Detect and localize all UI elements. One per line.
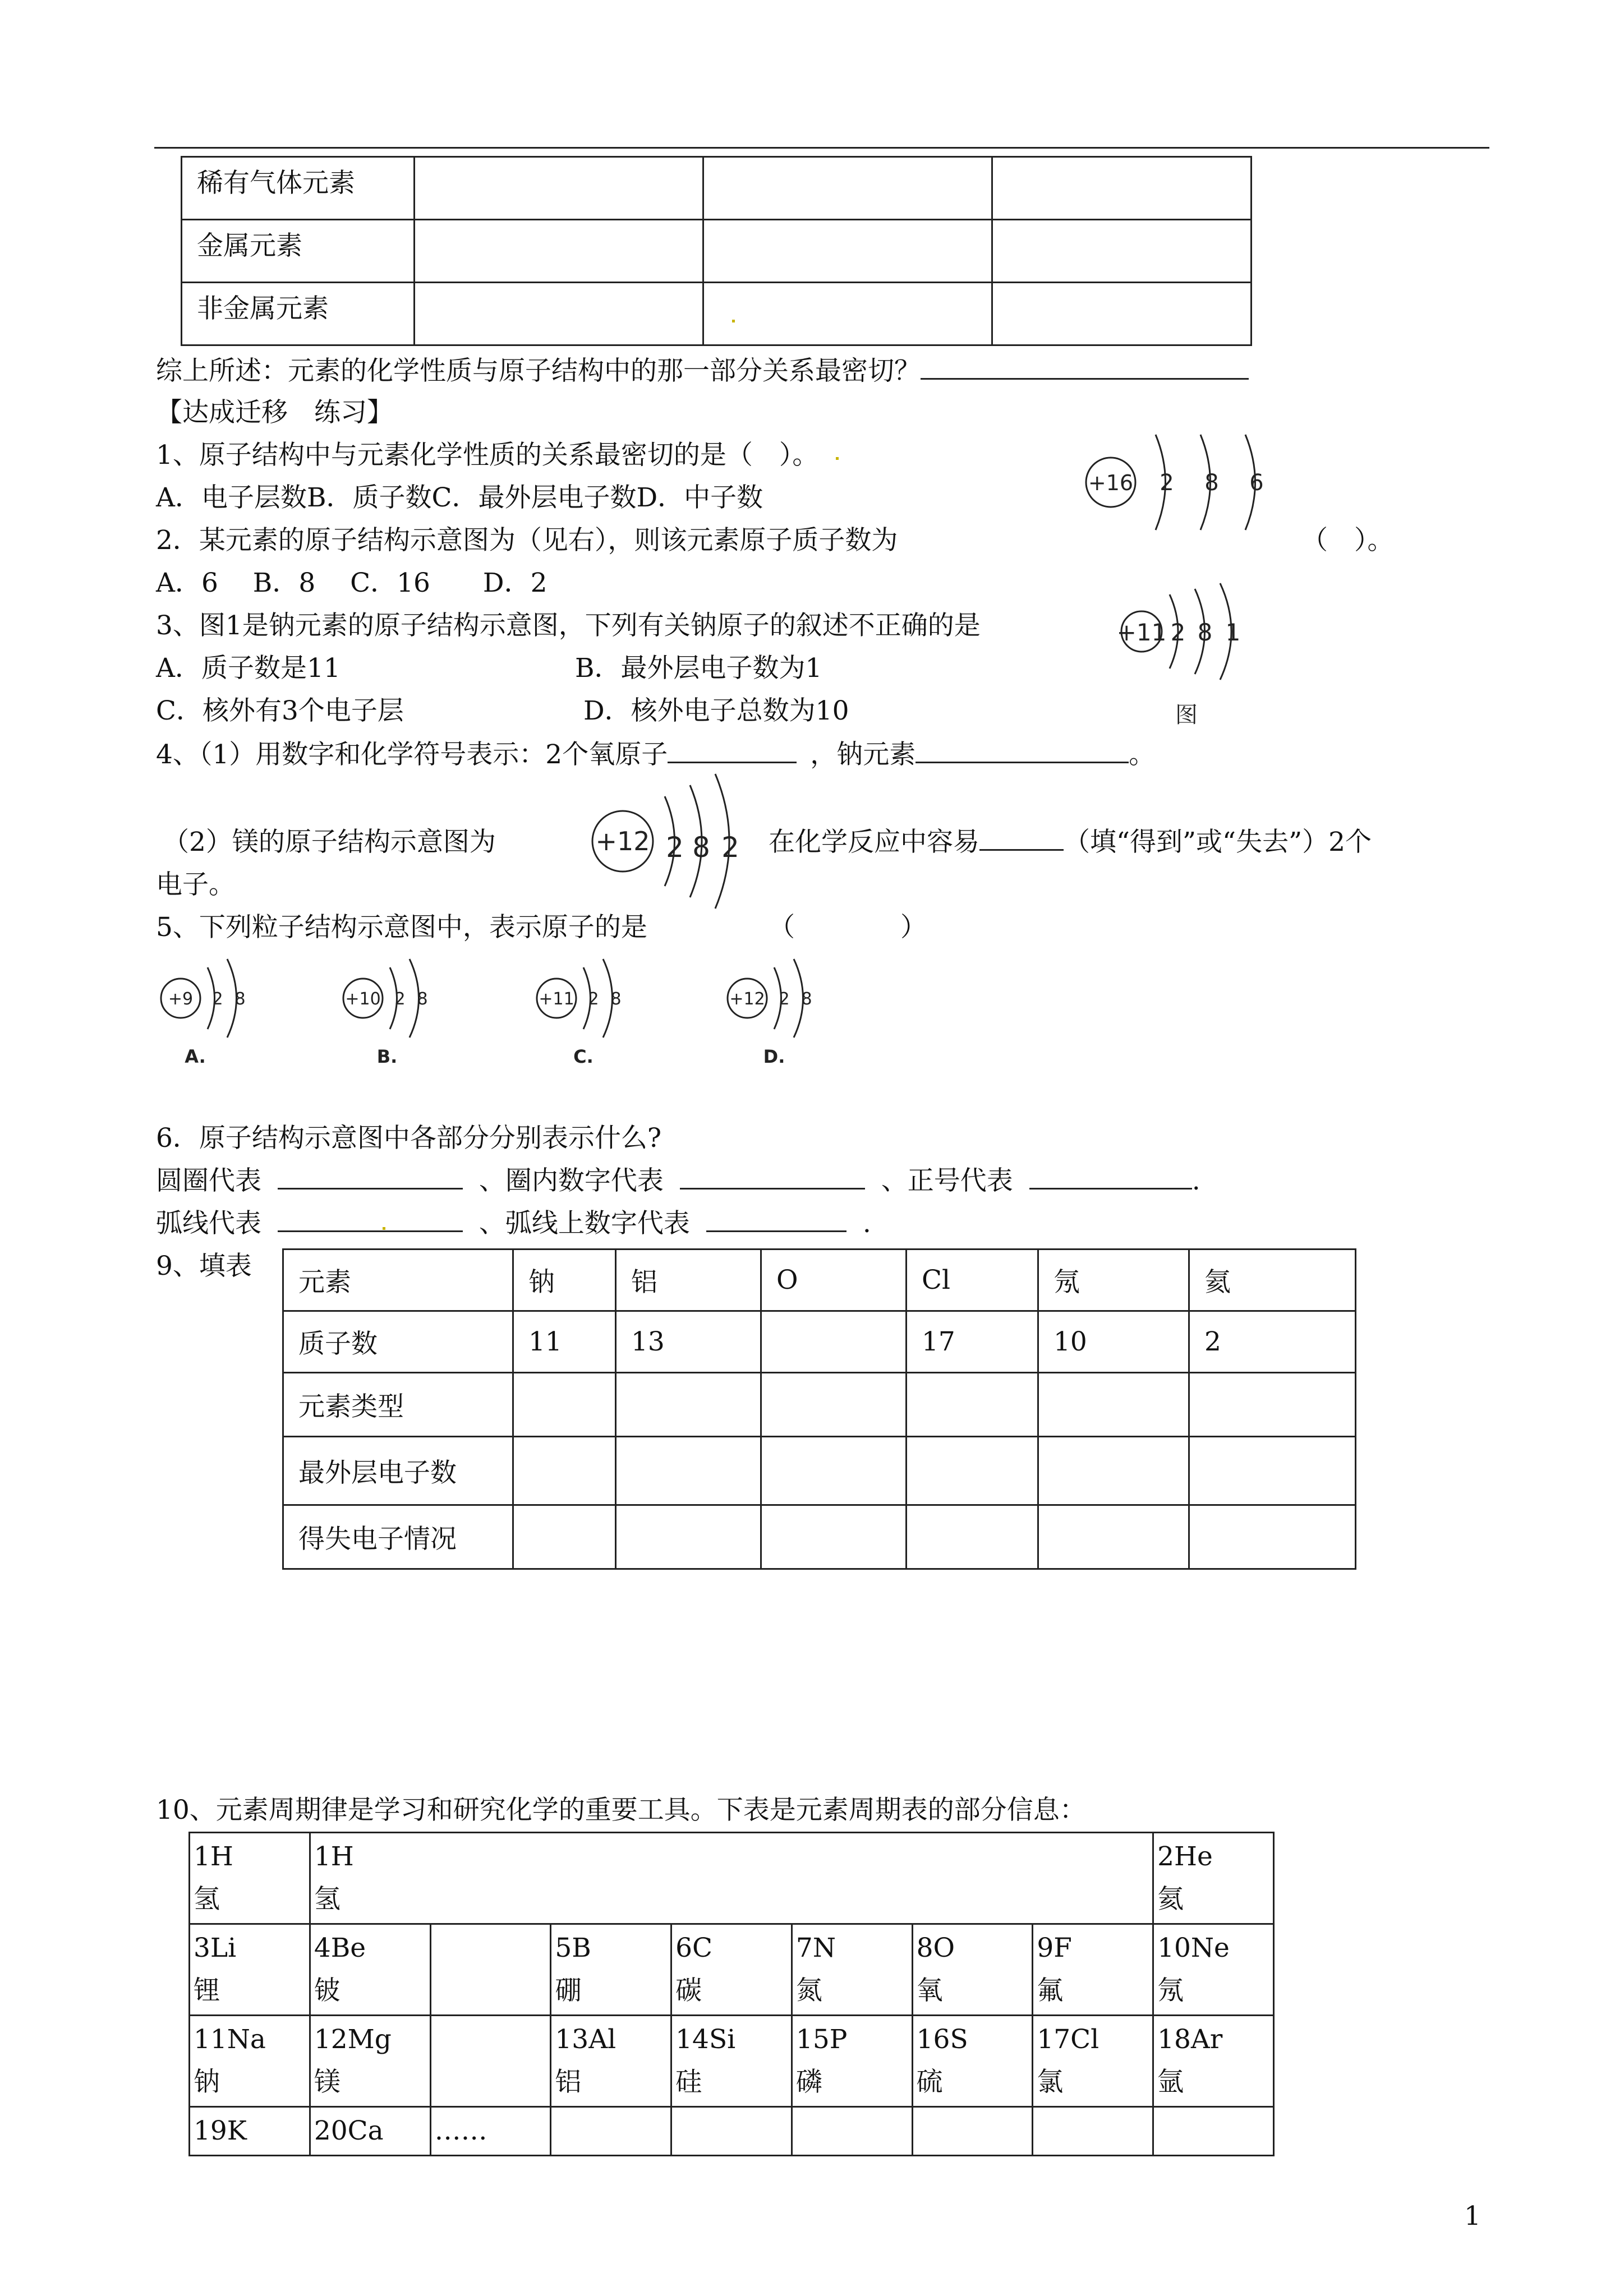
element-cell <box>1153 1924 1274 2016</box>
element-cell <box>1033 2107 1153 2156</box>
atom-diagram-na <box>1116 578 1262 729</box>
q5-option-b <box>343 959 428 1067</box>
nucleus-number: +11 <box>1116 619 1167 646</box>
q9-cell[interactable] <box>616 1505 761 1569</box>
table1-cell[interactable] <box>992 283 1252 345</box>
q9-header-cell: 氖 <box>1038 1250 1189 1311</box>
q9-cell[interactable] <box>513 1373 616 1437</box>
q9-cell[interactable] <box>761 1505 907 1569</box>
element-cell <box>1033 2016 1153 2107</box>
nucleus-number: +10 <box>345 989 381 1009</box>
element-symbol: 1H <box>194 1841 233 1872</box>
element-symbol: 10Ne <box>1157 1933 1230 1963</box>
q9-cell[interactable] <box>907 1437 1038 1505</box>
element-name: 硼 <box>555 1975 582 2006</box>
element-symbol: 16S <box>916 2024 968 2055</box>
element-cell <box>792 2107 912 2156</box>
q4-part2-text-b: 在化学反应中容易 <box>769 827 979 857</box>
q5-option-c <box>537 959 622 1067</box>
q3-stem: 3、图1是钠元素的原子结构示意图，下列有关钠原子的叙述不正确的是 <box>156 610 981 641</box>
q9-row-label: 得失电子情况 <box>283 1505 513 1569</box>
q1-stem: 1、原子结构中与元素化学性质的关系最密切的是（ ）。 <box>156 440 819 471</box>
element-cell <box>551 2016 671 2107</box>
q6-circle-label: 圆圈代表 <box>156 1165 261 1196</box>
table1-label: 稀有气体元素 <box>182 157 415 220</box>
element-name: 氯 <box>1037 2067 1064 2097</box>
q9-cell: 17 <box>907 1311 1038 1373</box>
element-name: 硅 <box>675 2067 702 2097</box>
element-name: 氩 <box>1157 2067 1184 2097</box>
element-name: 氢 <box>194 1884 220 1915</box>
q9-cell[interactable] <box>616 1437 761 1505</box>
q9-header-cell: 氦 <box>1189 1250 1356 1311</box>
q6-line1 <box>156 1163 1200 1199</box>
element-cell <box>792 2016 912 2107</box>
option-label: D. <box>763 1046 785 1067</box>
element-symbol: 18Ar <box>1157 2024 1223 2055</box>
element-name: 氦 <box>1157 1884 1184 1915</box>
element-cell <box>310 1833 1153 1924</box>
shell-count: 2 <box>721 831 739 864</box>
table1-cell[interactable] <box>415 283 703 345</box>
q9-cell[interactable] <box>907 1505 1038 1569</box>
element-symbol: 13Al <box>555 2024 617 2055</box>
q6-inner-number-label: 、圈内数字代表 <box>479 1165 664 1196</box>
nucleus-number: +16 <box>1088 471 1134 495</box>
element-cell <box>430 2016 551 2107</box>
q9-cell[interactable] <box>1038 1373 1189 1437</box>
q9-header-cell: 钠 <box>513 1250 616 1311</box>
element-name: 氢 <box>314 1884 341 1915</box>
nucleus-number: +11 <box>539 989 574 1009</box>
element-name: 氧 <box>916 1975 943 2006</box>
q6-arc-number-label: 、弧线上数字代表 <box>479 1208 690 1239</box>
q9-cell[interactable] <box>907 1373 1038 1437</box>
table1-label: 非金属元素 <box>182 283 415 345</box>
option-label: B. <box>376 1046 398 1067</box>
shell-count: 2 <box>394 989 406 1009</box>
option-label: C. <box>573 1046 594 1067</box>
element-cell <box>310 2016 430 2107</box>
q9-cell[interactable] <box>513 1437 616 1505</box>
element-cell <box>912 2016 1033 2107</box>
q9-cell: 10 <box>1038 1311 1189 1373</box>
atom-diagram-s <box>1080 426 1282 538</box>
q9-cell[interactable] <box>1189 1437 1356 1505</box>
element-cell: 19K <box>190 2107 310 2156</box>
element-symbol: 4Be <box>314 1933 366 1963</box>
speck <box>383 1227 385 1230</box>
nucleus-number: +12 <box>595 826 650 856</box>
gain-lose-blank[interactable] <box>979 827 1064 851</box>
option-label: A. <box>185 1046 206 1067</box>
element-name: 铍 <box>314 1975 341 2006</box>
element-cell: …… <box>430 2107 551 2156</box>
element-name: 钠 <box>194 2067 220 2097</box>
q4-part2-text-a: （2）镁的原子结构示意图为 <box>163 827 496 857</box>
element-symbol: 3Li <box>194 1933 237 1963</box>
q4-part1-text-a: 4、（1）用数字和化学符号表示：2个氧原子 <box>156 739 668 770</box>
arc-number-blank[interactable] <box>706 1208 846 1232</box>
element-symbol: 9F <box>1037 1933 1072 1963</box>
inner-number-blank[interactable] <box>680 1165 865 1190</box>
element-cell <box>671 1924 792 2016</box>
element-cell <box>671 2107 792 2156</box>
element-cell <box>551 1924 671 2016</box>
table1-cell[interactable] <box>703 220 992 283</box>
table1-cell[interactable] <box>992 220 1252 283</box>
q9-header-cell: 元素 <box>283 1250 513 1311</box>
element-cell <box>1153 1833 1274 1924</box>
element-symbol: 7N <box>795 1933 836 1963</box>
shell-count: 2 <box>779 989 790 1009</box>
element-cell <box>430 1924 551 2016</box>
summary-line <box>156 353 1249 389</box>
sodium-element-blank[interactable] <box>915 739 1129 763</box>
element-symbol: 1H <box>314 1841 354 1872</box>
summary-text: 综上所述：元素的化学性质与原子结构中的那一部分关系最密切？ <box>156 356 921 386</box>
element-name: 镁 <box>314 2067 341 2097</box>
q9-row-label: 最外层电子数 <box>283 1437 513 1505</box>
q9-cell[interactable] <box>616 1373 761 1437</box>
element-name: 磷 <box>795 2067 822 2097</box>
q9-cell[interactable] <box>761 1437 907 1505</box>
q6-stem: 6．原子结构示意图中各部分分别表示什么? <box>156 1123 662 1154</box>
q6-plus-sign-label: 、正号代表 <box>881 1165 1013 1196</box>
q9-header-cell: Cl <box>907 1250 1038 1311</box>
q9-cell[interactable] <box>761 1373 907 1437</box>
element-cell <box>190 1924 310 2016</box>
element-symbol: 14Si <box>675 2024 736 2055</box>
shell-count: 8 <box>1204 470 1219 496</box>
speck <box>732 320 735 322</box>
element-name: 氟 <box>1037 1975 1064 2006</box>
q2-stem: 2．某元素的原子结构示意图为（见右），则该元素原子质子数为 <box>156 525 898 556</box>
element-cell <box>1153 2016 1274 2107</box>
arc-meaning-blank[interactable] <box>278 1208 463 1232</box>
nucleus-number: +9 <box>168 989 194 1009</box>
q5-option-a <box>161 959 246 1067</box>
shell-count: 8 <box>801 989 812 1009</box>
q9-cell[interactable] <box>1038 1437 1189 1505</box>
q3-option-c: C．核外有3个电子层 <box>156 695 404 726</box>
element-name: 铝 <box>555 2067 582 2097</box>
element-cell <box>190 2016 310 2107</box>
element-name: 氖 <box>1157 1975 1184 2006</box>
speck <box>836 457 839 460</box>
element-symbol: 8O <box>916 1933 955 1963</box>
table1-label: 金属元素 <box>182 220 415 283</box>
figure-caption: 图 <box>1175 702 1198 728</box>
element-symbol: 15P <box>795 2024 848 2055</box>
element-cell <box>190 1833 310 1924</box>
element-cell <box>1153 2107 1274 2156</box>
q9-row-label: 元素类型 <box>283 1373 513 1437</box>
section-title: 【达成迁移 练习】 <box>156 397 393 428</box>
q5-option-d <box>728 959 812 1067</box>
element-symbol: 6C <box>675 1933 713 1963</box>
element-cell <box>792 1924 912 2016</box>
element-symbol: 5B <box>555 1933 591 1963</box>
element-symbol: 17Cl <box>1037 2024 1099 2055</box>
q10-stem: 10、元素周期律是学习和研究化学的重要工具。下表是元素周期表的部分信息： <box>156 1795 1086 1825</box>
element-symbol: 12Mg <box>314 2024 392 2055</box>
summary-blank[interactable] <box>921 356 1249 380</box>
shell-count: 2 <box>1170 619 1186 646</box>
table1-cell[interactable] <box>703 157 992 220</box>
q4-part1-text-b: ，钠元素 <box>810 739 916 770</box>
element-cell <box>1033 1924 1153 2016</box>
q4-part2-text-d: 电子。 <box>156 869 235 900</box>
element-cell: 20Ca <box>310 2107 430 2156</box>
atom-diagram-mg <box>583 757 752 925</box>
q6-line2-end: . <box>862 1208 871 1239</box>
plus-sign-blank[interactable] <box>1029 1165 1192 1190</box>
q9-cell: 13 <box>616 1311 761 1373</box>
q9-stem: 9、填表 <box>156 1251 252 1281</box>
shell-count: 6 <box>1249 470 1264 496</box>
element-cell <box>912 2107 1033 2156</box>
element-name: 氮 <box>795 1975 822 2006</box>
q6-arc-label: 弧线代表 <box>156 1208 261 1239</box>
element-symbol: 11Na <box>194 2024 266 2055</box>
q9-cell[interactable] <box>513 1505 616 1569</box>
shell-count: 2 <box>1160 470 1174 496</box>
q3-option-d: D．核外电子总数为10 <box>583 695 849 726</box>
element-name: 硫 <box>916 2067 943 2097</box>
table1-cell[interactable] <box>703 283 992 345</box>
circle-meaning-blank[interactable] <box>278 1165 463 1190</box>
element-cell <box>310 1924 430 2016</box>
shell-count: 8 <box>1197 619 1213 646</box>
q2-paren: （ ）。 <box>1301 525 1394 556</box>
element-cell <box>551 2107 671 2156</box>
element-class-table <box>181 156 1252 346</box>
element-name: 锂 <box>194 1975 220 2006</box>
q4-part1-text-c: 。 <box>1129 739 1156 770</box>
q1-options: A．电子层数B．质子数C．最外层电子数D．中子数 <box>156 482 763 513</box>
element-cell <box>912 1924 1033 2016</box>
q2-options: A．6 B．8 C．16 D．2 <box>156 568 548 598</box>
q9-cell[interactable] <box>761 1311 907 1373</box>
q9-cell: 2 <box>1189 1311 1356 1373</box>
shell-count: 2 <box>588 989 599 1009</box>
shell-count: 8 <box>417 989 428 1009</box>
q9-cell: 11 <box>513 1311 616 1373</box>
q3-option-a: A．质子数是11 <box>156 653 341 684</box>
nucleus-number: +12 <box>729 989 765 1009</box>
q5-stem: 5、下列粒子结构示意图中，表示原子的是 <box>156 912 647 943</box>
fill-in-table <box>282 1248 1356 1570</box>
table1-cell[interactable] <box>415 157 703 220</box>
q3-option-b: B．最外层电子数为1 <box>575 653 822 684</box>
q9-cell[interactable] <box>1189 1373 1356 1437</box>
q4-part2 <box>769 824 1372 860</box>
shell-count: 2 <box>212 989 223 1009</box>
q9-cell[interactable] <box>1038 1505 1189 1569</box>
page-number: 1 <box>1464 2201 1481 2232</box>
q6-line2 <box>156 1206 871 1242</box>
element-cell <box>671 2016 792 2107</box>
shell-count: 1 <box>1225 619 1241 646</box>
header-rule <box>154 147 1489 149</box>
shell-count: 8 <box>610 989 622 1009</box>
shell-count: 8 <box>234 989 246 1009</box>
shell-count: 2 <box>666 831 684 864</box>
table1-cell[interactable] <box>415 220 703 283</box>
q5-paren: （ ） <box>769 912 927 943</box>
q4-part2-text-c: （填“得到”或“失去”）2个 <box>1064 827 1372 857</box>
element-name: 碳 <box>675 1975 702 2006</box>
q9-header-cell: O <box>761 1250 907 1311</box>
q6-line1-end: . <box>1191 1165 1200 1196</box>
table1-cell[interactable] <box>992 157 1252 220</box>
q5-diagrams <box>157 953 858 1071</box>
q9-cell[interactable] <box>1189 1505 1356 1569</box>
element-symbol: 2He <box>1157 1841 1213 1872</box>
q9-header-cell: 铝 <box>616 1250 761 1311</box>
periodic-table <box>188 1832 1275 2156</box>
q9-row-label: 质子数 <box>283 1311 513 1373</box>
shell-count: 8 <box>692 831 710 864</box>
